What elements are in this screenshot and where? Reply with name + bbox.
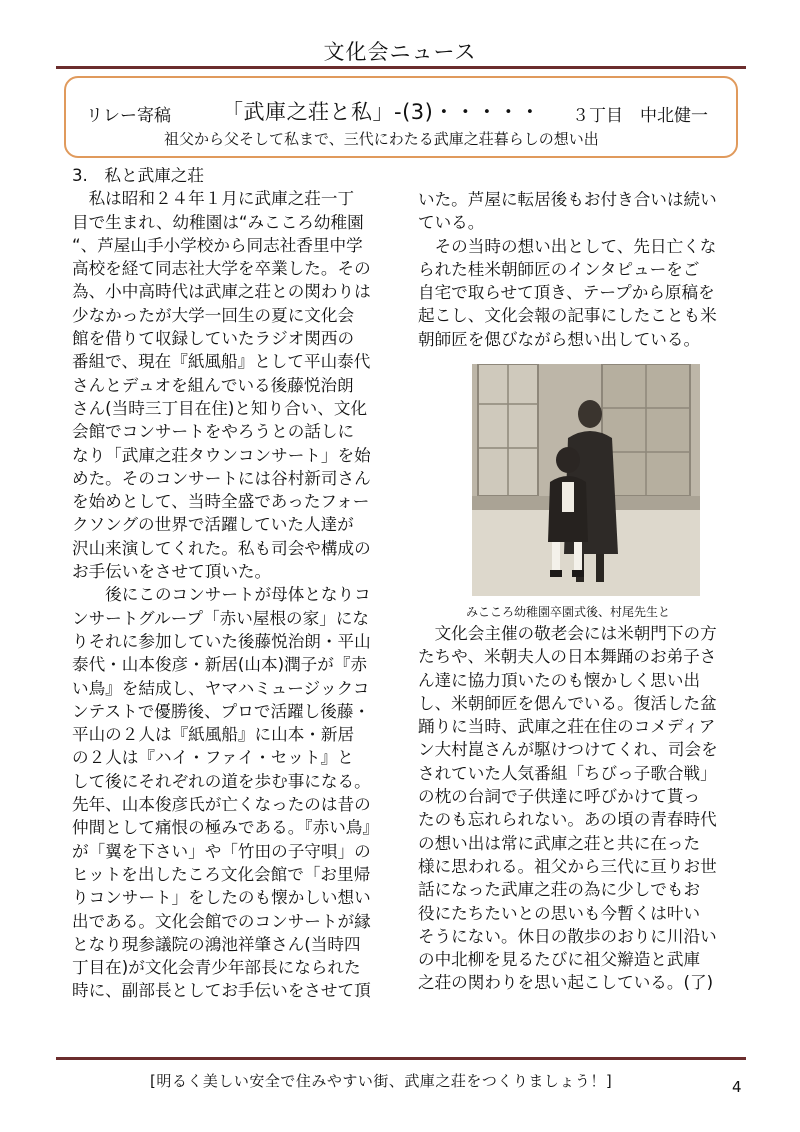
article-left-column [72, 164, 402, 1003]
text-line: りコンサート」をしたのも懐かしい想い [72, 888, 371, 908]
text-line: の２人は『ハイ・ファイ・セット』と [72, 748, 354, 768]
text-line: なり「武庫之荘タウンコンサート」を始 [72, 445, 371, 465]
text-line: 朝師匠を偲びながら想い出している。 [418, 329, 701, 349]
footer-slogan: [明るく美しい安全で住みやすい街、武庫之荘をつくりましょう！] [150, 1072, 613, 1090]
author-name: ３丁目 中北健一 [572, 106, 708, 126]
text-line: そうにない。休日の散歩のおりに川沿い [418, 926, 717, 946]
text-line: の想い出は常に武庫之荘と共に在った [418, 833, 701, 853]
header-divider [56, 66, 746, 69]
text-line: 先年、山本俊彦氏が亡くなったのは昔の [72, 795, 371, 815]
text-line: 之荘の関わりを思い起こしている。(了) [418, 973, 714, 993]
text-line: し、米朝師匠を偲んでいる。復活した盆 [418, 693, 717, 713]
text-line: 会館でコンサートをやろうとの話しに [72, 422, 355, 442]
text-line: られた桂米朝師匠のインタピューをご [418, 259, 700, 279]
text-line: 高校を経て同志社大学を卒業した。その [72, 259, 371, 279]
newsletter-title: 文化会ニュース [323, 40, 477, 64]
text-line: ン大村崑さんが駆けつけてくれ、司会を [418, 740, 718, 760]
text-line: ンサートグループ「赤い屋根の家」にな [72, 608, 370, 628]
text-line: たのも忘れられない。あの頃の青春時代 [418, 810, 717, 830]
text-line: 少なかったが大学一回生の夏に文化会 [72, 305, 355, 325]
text-line: となり現参議院の鴻池祥肇さん(当時四 [72, 934, 361, 954]
text-line: いた。芦屋に転居後もお付き合いは続い [418, 190, 717, 209]
text-line: 丁目在)が文化会青少年部長になられた [72, 958, 361, 978]
footer-divider [56, 1057, 746, 1060]
text-line: の中北柳を見るたびに祖父辮造と武庫 [418, 950, 701, 970]
text-line: されていた人気番組「ちびっ子歌合戦」 [418, 763, 717, 783]
text-line: クソングの世界で活躍していた人達が [72, 515, 354, 535]
text-line: 私は昭和２４年１月に武庫之荘一丁 [72, 189, 355, 209]
text-line: りそれに参加していた後藤悦治朗・平山 [72, 631, 371, 651]
text-line: さんとデュオを組んでいる後藤悦治朗 [72, 375, 354, 395]
text-line: ヒットを出したころ文化会館で「お里帰 [72, 864, 371, 884]
text-line: 様に思われる。祖父から三代に亘りお世 [418, 856, 717, 876]
text-line: の枕の台詞で子供達に呼びかけて貰っ [418, 787, 701, 807]
text-line: 役にたちたいとの思いも今暫くは叶い [418, 903, 701, 923]
text-line: 泰代・山本俊彦・新居(山本)潤子が『赤 [72, 655, 368, 675]
text-line: して後にそれぞれの道を歩む事になる。 [72, 771, 371, 791]
text-line: を始めとして、当時全盛であったフォー [72, 492, 370, 512]
text-line: 後にこのコンサートが母体となりコ [72, 585, 371, 605]
photo-caption: みこころ幼稚園卒園式後、村尾先生と [466, 605, 671, 619]
article-title: 「武庫之荘と私」-(3)・・・・・ [222, 100, 541, 124]
text-line: 自宅で取らせて頂き、テープから原稿を [418, 283, 715, 303]
text-line: その当時の想い出として、先日亡くな [418, 236, 717, 256]
text-line: “、芦屋山手小学校から同志社香里中学 [72, 235, 363, 255]
text-line: い鳥』を結成し、ヤマハミュージックコ [72, 678, 370, 698]
text-line: 仲間として痛恨の極みである。『赤い鳥』 [72, 818, 379, 838]
text-line: ている。 [418, 213, 485, 233]
text-line: めた。そのコンサートには谷村新司さん [72, 468, 371, 488]
text-line: 目で生まれ、幼稚園は“みこころ幼稚園 [72, 212, 364, 232]
text-line: たちや、米朝夫人の日本舞踊のお弟子さ [418, 647, 717, 667]
article-right-column-bottom [418, 622, 748, 995]
text-line: ンテストで優勝後、プロで活躍し後藤・ [72, 701, 371, 721]
text-line: が「翼を下さい」や「竹田の子守唄」の [72, 841, 371, 861]
series-label: リレー寄稿 [86, 106, 171, 126]
graduation-photo [472, 364, 700, 596]
text-line: さん(当時三丁目在住)と知り合い、文化 [72, 398, 368, 418]
text-line: 為、小中高時代は武庫之荘との関わりは [72, 282, 371, 302]
text-line: ん達に協力頂いたのも懐かしく思い出 [418, 670, 701, 690]
text-line: 番組で、現在『紙風船』として平山泰代 [72, 352, 371, 372]
text-line: 3. 私と武庫之荘 [72, 166, 204, 185]
text-line: 出である。文化会館でのコンサートが縁 [72, 911, 371, 931]
text-line: お手伝いをさせて頂いた。 [72, 562, 272, 582]
text-line: 時に、副部長としてお手伝いをさせて頂 [72, 981, 371, 1001]
photo-illustration [472, 364, 700, 596]
text-line: 平山の２人は『紙風船』に山本・新居 [72, 725, 355, 745]
text-line: 起こし、文化会報の記事にしたことも米 [418, 306, 717, 326]
page-number: 4 [732, 1078, 742, 1096]
text-line: 沢山来演してくれた。私も司会や構成の [72, 538, 371, 558]
text-line: 話になった武庫之荘の為に少しでもお [418, 880, 701, 900]
text-line: 踊りに当時、武庫之荘在住のコメディア [418, 717, 716, 737]
article-subtitle: 祖父から父そして私まで、三代にわたる武庫之荘暮らしの想い出 [164, 130, 599, 148]
article-right-column-top [418, 188, 748, 351]
text-line: 館を借りて収録していたラジオ関西の [72, 329, 355, 349]
text-line: 文化会主催の敬老会には米朝門下の方 [418, 624, 717, 643]
